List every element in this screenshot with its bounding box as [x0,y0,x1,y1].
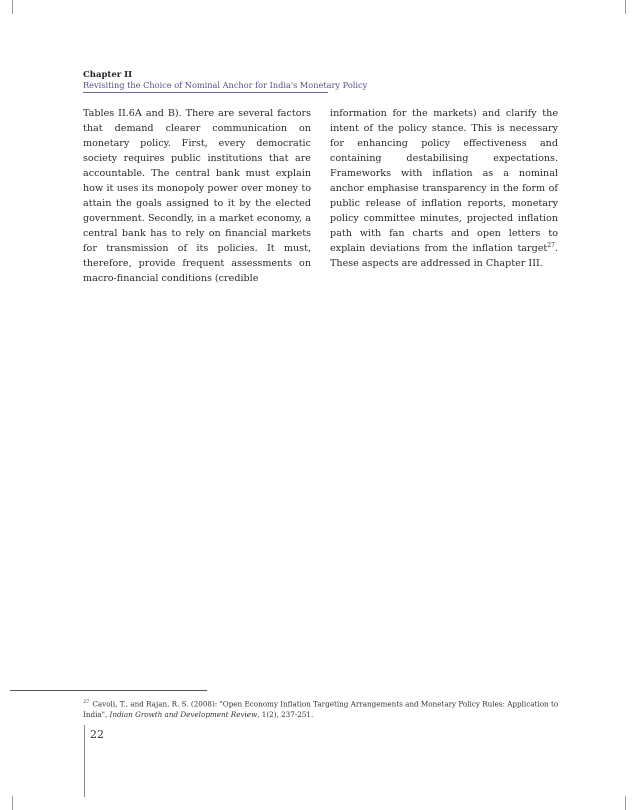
footnote-rule [10,690,207,691]
body-column-right [330,106,558,271]
body-column-left [83,106,311,286]
footnote-text-end: , 1(2), 237-251. [257,709,314,719]
crop-mark-bottom-left [12,796,13,810]
footnote [83,697,563,720]
paragraph-right-text-end: . These aspects are addressed in Chapter III. [330,243,558,269]
page-number-rule [84,725,85,797]
footnote-number: 27 [83,699,90,705]
footnote-text: Cavoli, T., and Rajan, R. S. (2008): "Open Economy Inflation Targeting Arrangements and Monetary Policy Rules: Application to India", [83,699,559,719]
paragraph-right-text: information for the markets) and clarify the intent of the policy stance. This is necessary for enhancing policy effectiveness and containing destabilising expectations. Frameworks with inflation as a nominal anchor emphasise transparency in the form of public release of inflation reports, monetary policy committee minutes, projected inflation path with fan charts and open letters to explain deviations from the inflation target [330,108,558,254]
footnote-journal: Indian Growth and Development Review [109,709,258,719]
crop-mark-bottom-right [625,796,626,810]
crop-mark-top-left [12,0,13,14]
page-number: 22 [90,728,104,741]
footnote-reference[interactable]: 27 [547,241,555,249]
header-rule [83,92,328,93]
crop-mark-top-right [625,0,626,14]
chapter-label: Chapter II [83,70,133,80]
chapter-title: Revisiting the Choice of Nominal Anchor for India's Monetary Policy [83,80,368,90]
paragraph-right [330,106,558,271]
paragraph-left: Tables II.6A and B). There are several factors that demand clearer communication on monetary policy. First, every democratic society requires public institutions that are accountable. The central bank must explain how it uses its monopoly power over money to attain the goals assigned to it by the elected government. Secondly, in a market economy, a central bank has to rely on financial markets for transmission of its policies. It must, therefore, provide frequent assessments on macro-financial conditions (credible [83,108,311,284]
